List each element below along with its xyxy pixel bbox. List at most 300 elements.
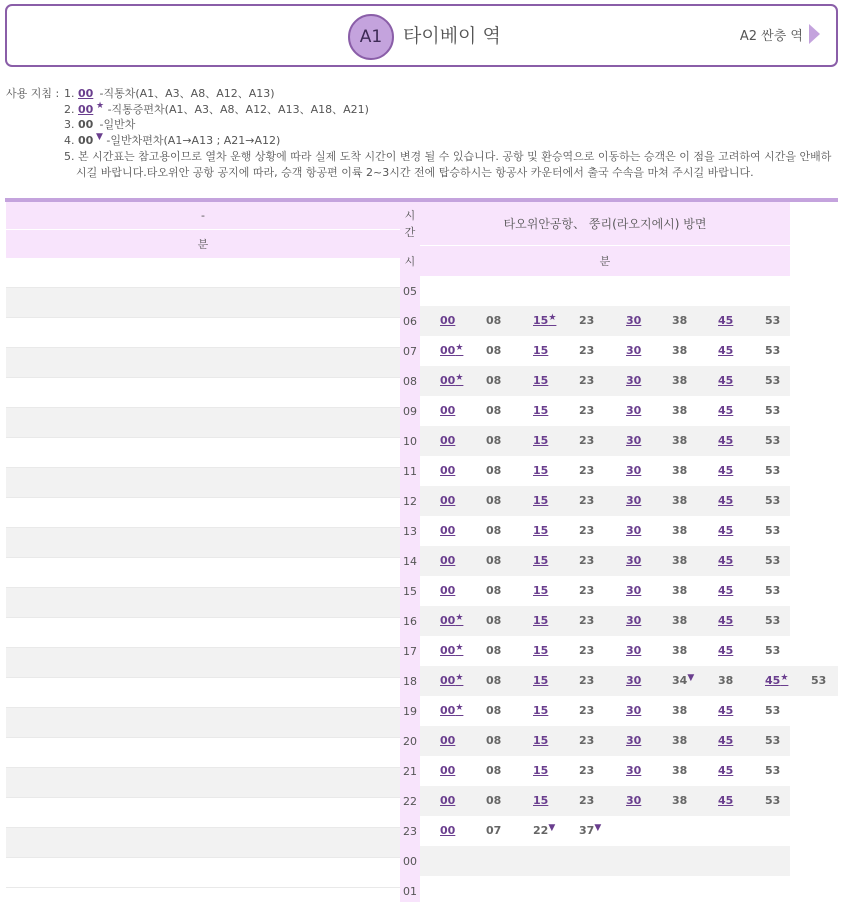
minute-cell [672,524,687,537]
note-text: -일반차편차(A1→A13 ; A21→A12) [106,134,281,148]
row-background [420,576,790,606]
minute-value[interactable]: 45 [718,344,734,357]
note-code: 00 [78,134,94,148]
hour-cell: 08 [403,374,417,388]
minute-cell[interactable] [626,764,641,777]
minute-value[interactable]: 45 [718,404,734,417]
minute-cell[interactable] [626,704,641,717]
left-table-row [6,678,400,708]
minute-value[interactable]: 00 [440,404,456,417]
minute-value[interactable]: 15 [533,794,549,807]
minute-cell [533,824,555,837]
minute-value[interactable]: 30 [626,704,642,717]
minute-value[interactable]: 15 [533,734,549,747]
minute-value[interactable]: 15 [533,374,549,387]
minute-value: 08 [486,314,502,327]
table-row [420,606,840,636]
minute-value: 53 [765,404,781,417]
minute-cell [765,314,780,327]
minute-cell[interactable] [440,764,455,777]
left-minute-header: 분 [6,230,400,258]
minute-cell[interactable] [718,614,733,627]
minute-cell[interactable] [533,524,548,537]
right-direction-header-block [420,202,790,276]
minute-value[interactable]: 00 [440,734,456,747]
minute-value: 53 [765,464,781,477]
minute-cell[interactable] [440,644,463,657]
row-background [420,726,790,756]
minute-cell [486,824,501,837]
table-row [420,846,840,876]
minute-value[interactable]: 45 [718,494,734,507]
minute-cell [672,314,687,327]
minute-cell [486,524,501,537]
minute-value[interactable]: 00 [440,494,456,507]
table-row [420,456,840,486]
minute-value: 53 [765,554,781,567]
row-background [420,276,790,306]
minute-value: 38 [672,734,688,747]
minute-value[interactable]: 00 [440,374,456,387]
minute-cell[interactable] [718,404,733,417]
minute-value[interactable]: 30 [626,734,642,747]
minute-cell [765,554,780,567]
minute-cell [672,404,687,417]
minute-value[interactable]: 00 [440,464,456,477]
note-number: 4. [64,134,75,148]
left-table-row [6,348,400,378]
minute-value[interactable]: 30 [626,584,642,597]
minute-cell[interactable] [440,494,455,507]
star-icon: ★ [455,703,464,713]
minute-cell[interactable] [626,464,641,477]
minute-cell[interactable] [626,794,641,807]
minute-value[interactable]: 00 [440,704,456,717]
row-background [420,426,790,456]
minute-value: 08 [486,704,502,717]
minute-value[interactable]: 45 [765,674,781,687]
minute-value: 53 [765,614,781,627]
minute-value[interactable]: 00 [440,554,456,567]
table-row [420,876,840,902]
minute-value[interactable]: 30 [626,674,642,687]
minute-cell[interactable] [440,674,463,687]
left-table-row [6,378,400,408]
table-row [420,546,840,576]
minute-value[interactable]: 30 [626,344,642,357]
minute-value: 38 [672,764,688,777]
minute-value: 08 [486,734,502,747]
hour-cell: 07 [403,344,417,358]
minute-cell [672,554,687,567]
minute-cell [579,614,594,627]
chevron-right-icon [809,24,820,44]
minute-value[interactable]: 00 [440,764,456,777]
minute-cell[interactable] [533,464,548,477]
minute-cell[interactable] [626,524,641,537]
minute-value[interactable]: 15 [533,584,549,597]
minute-cell[interactable] [765,674,788,687]
minute-value[interactable]: 45 [718,434,734,447]
minute-value: 23 [579,374,595,387]
minute-cell[interactable] [718,584,733,597]
minute-value[interactable]: 45 [718,314,734,327]
minute-cell[interactable] [533,704,548,717]
table-row [420,786,840,816]
minute-cell[interactable] [626,614,641,627]
minute-cell[interactable] [718,644,733,657]
minute-value: 38 [672,344,688,357]
hour-cell: 01 [403,884,417,898]
minute-cell [765,434,780,447]
minute-value[interactable]: 30 [626,404,642,417]
minute-value[interactable]: 00 [440,524,456,537]
minute-value: 53 [765,434,781,447]
minute-cell [579,674,594,687]
minute-cell[interactable] [440,524,455,537]
minute-value[interactable]: 15 [533,554,549,567]
minute-cell[interactable] [533,404,548,417]
minute-value[interactable]: 00 [440,434,456,447]
minute-cell[interactable] [718,764,733,777]
minute-value: 38 [672,644,688,657]
minute-value[interactable]: 45 [718,794,734,807]
minute-value[interactable]: 00 [440,614,456,627]
minute-value[interactable]: 00 [440,584,456,597]
minute-cell[interactable] [718,464,733,477]
minute-cell[interactable] [440,374,463,387]
minute-value[interactable]: 15 [533,314,549,327]
minute-cell[interactable] [533,374,548,387]
note-code: 00 [78,87,94,100]
minute-cell [765,794,780,807]
minute-value[interactable]: 45 [718,734,734,747]
minute-value[interactable]: 45 [718,374,734,387]
left-table-row [6,648,400,678]
minute-value[interactable]: 30 [626,554,642,567]
minute-value[interactable]: 30 [626,524,642,537]
minute-cell [765,704,780,717]
minute-cell [486,674,501,687]
star-icon: ★ [455,343,464,353]
minute-cell[interactable] [440,794,455,807]
minute-cell[interactable] [718,374,733,387]
row-background [420,546,790,576]
minute-value: 08 [486,434,502,447]
minute-cell [672,704,687,717]
minute-cell [486,404,501,417]
minute-value[interactable]: 30 [626,464,642,477]
minute-cell[interactable] [440,404,455,417]
minute-cell[interactable] [533,674,548,687]
minute-value[interactable]: 15 [533,404,549,417]
minute-value: 08 [486,584,502,597]
minute-cell[interactable] [533,554,548,567]
minute-cell[interactable] [718,344,733,357]
note-item [64,133,840,149]
note-number: 3. [64,118,75,132]
hour-cell: 14 [403,554,417,568]
minute-cell [718,674,733,687]
minute-cell[interactable] [533,644,548,657]
minute-value[interactable]: 00 [440,644,456,657]
minute-value[interactable]: 45 [718,644,734,657]
minute-cell[interactable] [718,554,733,567]
minute-cell[interactable] [533,344,548,357]
minute-value: 23 [579,674,595,687]
minute-value[interactable]: 45 [718,704,734,717]
left-table-row [6,558,400,588]
minute-cell[interactable] [626,584,641,597]
star-icon: ★ [455,673,464,683]
minute-value: 53 [765,734,781,747]
minute-cell[interactable] [626,674,641,687]
minute-cell [672,374,687,387]
minute-value[interactable]: 00 [440,674,456,687]
minute-cell[interactable] [533,434,548,447]
minute-cell[interactable] [440,314,455,327]
note-text: -직통증편차(A1、A3、A8、A12、A13、A18、A21) [107,102,369,116]
minute-value: 38 [672,704,688,717]
minute-value[interactable]: 30 [626,434,642,447]
note-item [64,149,840,180]
left-table-row [6,708,400,738]
minute-value: 08 [486,614,502,627]
table-row [420,636,840,666]
minute-cell[interactable] [440,734,455,747]
left-table-row [6,438,400,468]
minute-cell [672,674,694,687]
left-table-row [6,618,400,648]
left-table-row [6,828,400,858]
star-icon: ★ [455,373,464,383]
minute-value[interactable]: 30 [626,764,642,777]
minute-value[interactable]: 15 [533,464,549,477]
minute-value: 53 [765,314,781,327]
minute-value: 23 [579,344,595,357]
table-row [420,336,840,366]
row-background [420,456,790,486]
minute-cell [672,344,687,357]
minute-value[interactable]: 30 [626,644,642,657]
minute-value: 38 [672,584,688,597]
minute-cell[interactable] [440,554,455,567]
minute-value[interactable]: 00 [440,824,456,837]
station-header [5,4,838,67]
row-background [420,876,790,902]
row-background [420,636,790,666]
minute-cell[interactable] [440,464,455,477]
minute-value[interactable]: 00 [440,314,456,327]
minute-cell[interactable] [626,344,641,357]
minute-value[interactable]: 30 [626,314,642,327]
table-row [420,726,840,756]
minute-cell[interactable] [440,344,463,357]
minute-cell [579,704,594,717]
minute-value: 53 [765,374,781,387]
minute-cell[interactable] [626,314,641,327]
left-direction-column [6,202,400,888]
hour-cell: 16 [403,614,417,628]
minute-cell [765,494,780,507]
minute-value: 23 [579,494,595,507]
hour-cell: 20 [403,734,417,748]
minute-value: 08 [486,404,502,417]
minute-value: 23 [579,404,595,417]
note-number: 2. [64,102,75,116]
right-minute-header: 분 [420,246,790,276]
minute-cell[interactable] [718,524,733,537]
minute-cell[interactable] [626,554,641,567]
minute-cell[interactable] [533,314,556,327]
minute-value: 22 [533,824,549,837]
minute-cell[interactable] [626,374,641,387]
minute-value: 08 [486,464,502,477]
row-background [420,846,790,876]
minute-value[interactable]: 15 [533,764,549,777]
left-table-row [6,768,400,798]
minute-cell[interactable] [718,734,733,747]
minute-value: 53 [765,584,781,597]
timetable-rows [420,276,840,902]
row-background [420,366,790,396]
minute-cell [579,494,594,507]
minute-cell [672,434,687,447]
next-station-link[interactable] [740,24,820,44]
left-table-row [6,858,400,888]
minute-cell[interactable] [533,584,548,597]
notes-list [64,86,840,180]
row-background [420,306,790,336]
minute-cell[interactable] [440,584,455,597]
minute-cell[interactable] [440,824,455,837]
minute-cell [486,734,501,747]
next-station-label: A2 싼충 역 [739,28,803,44]
minute-value[interactable]: 15 [533,434,549,447]
hour-subheader: 시 [404,255,416,268]
minute-value: 08 [486,554,502,567]
minute-value[interactable]: 15 [533,644,549,657]
minute-value: 08 [486,764,502,777]
minute-cell[interactable] [626,434,641,447]
minute-cell[interactable] [440,434,455,447]
minute-value[interactable]: 45 [718,584,734,597]
minute-cell[interactable] [440,614,463,627]
note-code: 00 [78,118,94,132]
minute-cell [765,464,780,477]
minute-cell[interactable] [533,734,548,747]
minute-cell [486,464,501,477]
minute-cell[interactable] [533,494,548,507]
minute-cell [672,614,687,627]
minute-value[interactable]: 15 [533,704,549,717]
note-number: 1. [64,87,75,100]
minute-cell[interactable] [533,794,548,807]
minute-value: 08 [486,494,502,507]
minute-cell[interactable] [440,704,463,717]
minute-value: 07 [486,824,502,837]
minute-value[interactable]: 45 [718,764,734,777]
minute-cell [579,554,594,567]
minute-value[interactable]: 45 [718,524,734,537]
minute-cell[interactable] [718,704,733,717]
triangle-down-icon: ▼ [96,132,103,143]
minute-cell [486,644,501,657]
minute-value[interactable]: 15 [533,344,549,357]
minute-cell[interactable] [718,434,733,447]
minute-value[interactable]: 45 [718,614,734,627]
minute-cell[interactable] [626,494,641,507]
star-icon: ★ [780,673,789,683]
hour-cell: 00 [403,854,417,868]
minute-cell[interactable] [533,614,548,627]
note-number: 5. [64,149,75,163]
table-row [420,396,840,426]
minute-cell [486,764,501,777]
minute-value[interactable]: 45 [718,464,734,477]
minute-cell [579,644,594,657]
minute-value[interactable]: 00 [440,344,456,357]
minute-value: 38 [672,554,688,567]
minute-cell[interactable] [533,764,548,777]
minute-cell[interactable] [718,794,733,807]
minute-cell [765,734,780,747]
minute-value: 38 [672,374,688,387]
hour-cell: 22 [403,794,417,808]
minute-value[interactable]: 15 [533,524,549,537]
minute-value[interactable]: 30 [626,494,642,507]
row-background [420,486,790,516]
minute-cell[interactable] [626,404,641,417]
minute-value[interactable]: 15 [533,614,549,627]
table-row [420,366,840,396]
minute-cell [765,404,780,417]
row-background [420,396,790,426]
minute-value: 53 [811,674,827,687]
minute-cell[interactable] [718,494,733,507]
row-background [420,756,790,786]
minute-cell [486,494,501,507]
minute-cell[interactable] [626,734,641,747]
minute-cell [579,734,594,747]
minute-value[interactable]: 15 [533,494,549,507]
minute-value: 38 [672,794,688,807]
right-direction-header: 타오위안공항、 쭝리(라오지에시) 방면 [420,202,790,246]
minute-value: 38 [672,434,688,447]
row-background [420,786,790,816]
notes-label: 사용 지침 : [6,87,60,100]
minute-value: 37 [579,824,595,837]
minute-value[interactable]: 30 [626,794,642,807]
minute-cell [486,554,501,567]
minute-cell[interactable] [718,314,733,327]
triangle-down-icon: ▼ [548,823,556,833]
minute-cell [579,464,594,477]
minute-cell [672,794,687,807]
minute-value: 53 [765,704,781,717]
minute-cell [486,794,501,807]
minute-value[interactable]: 15 [533,674,549,687]
minute-value[interactable]: 00 [440,794,456,807]
minute-value[interactable]: 30 [626,614,642,627]
minute-value[interactable]: 30 [626,374,642,387]
minute-cell[interactable] [626,644,641,657]
minute-cell [672,764,687,777]
minute-value[interactable]: 45 [718,554,734,567]
row-background [420,696,790,726]
minute-value: 38 [672,464,688,477]
left-table-row [6,528,400,558]
